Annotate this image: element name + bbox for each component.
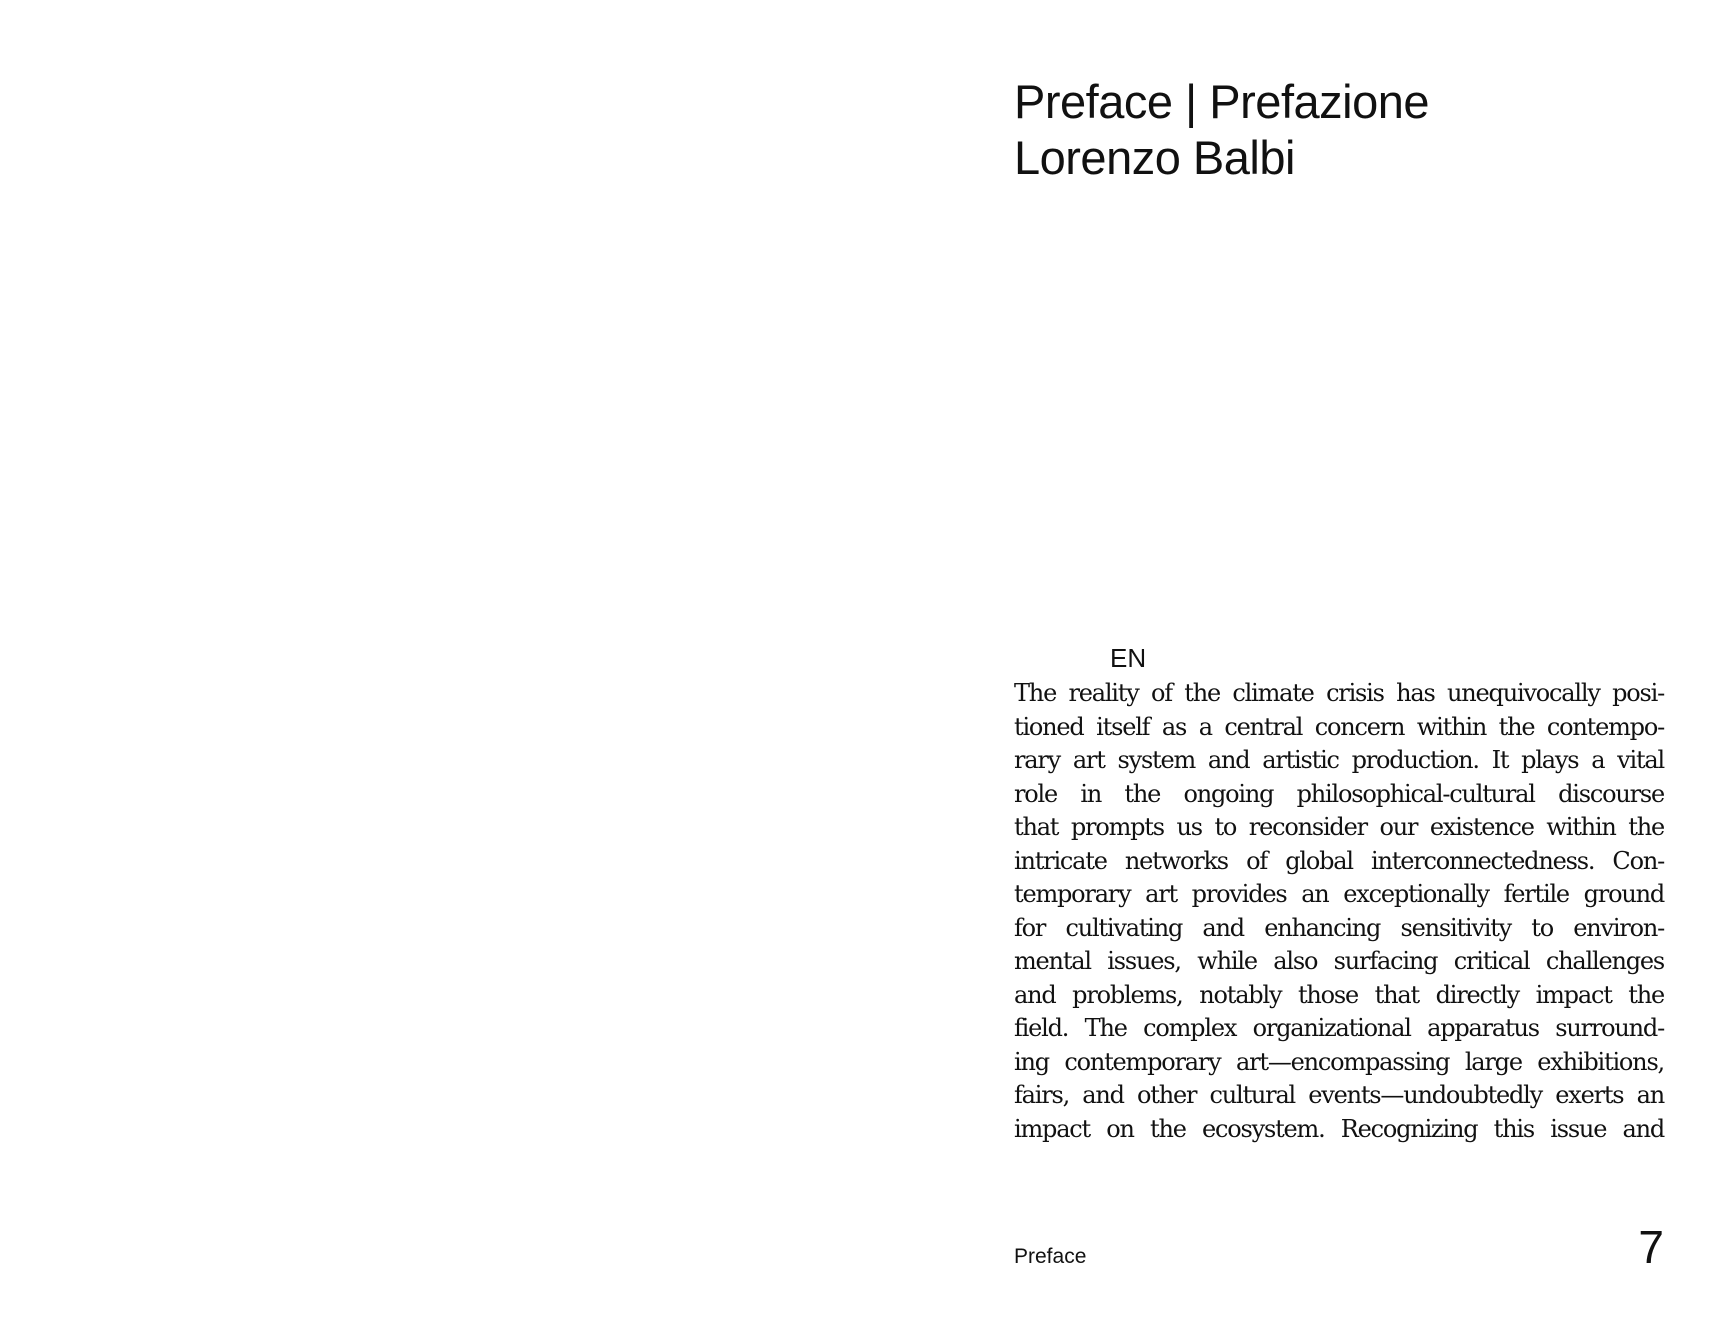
- title-line-1: Preface | Prefazione: [1014, 75, 1429, 128]
- body-line: and problems, notably those that directly impact the: [1014, 980, 1664, 1009]
- body-line: role in the ongoing philosophical-cultural discourse: [1014, 779, 1664, 808]
- language-tag: EN: [1110, 643, 1147, 673]
- body-line: mental issues, while also surfacing critical challenges: [1014, 947, 1664, 975]
- page-title: [1014, 74, 1429, 186]
- body-line: for cultivating and enhancing sensitivity to environ-: [1014, 913, 1664, 942]
- body-line: fairs, and other cultural events—undoubtedly exerts an: [1014, 1081, 1664, 1109]
- body-line: impact on the ecosystem. Recognizing this issue and: [1014, 1114, 1664, 1143]
- body-paragraph: [1014, 677, 1664, 1146]
- body-line: field. The complex organizational apparatus surround-: [1014, 1014, 1664, 1042]
- body-line: intricate networks of global interconnectedness. Con-: [1014, 846, 1664, 875]
- body-line: that prompts us to reconsider our existence within the: [1014, 813, 1664, 841]
- right-page: [866, 0, 1732, 1338]
- page-number: 7: [1638, 1221, 1664, 1273]
- body-line: The reality of the climate crisis has unequivocally posi-: [1014, 679, 1664, 707]
- running-footer: Preface: [1014, 1245, 1087, 1268]
- body-line: temporary art provides an exceptionally fertile ground: [1014, 880, 1664, 908]
- body-line: ing contemporary art—encompassing large exhibitions,: [1014, 1047, 1664, 1076]
- title-line-2-author: Lorenzo Balbi: [1014, 131, 1295, 184]
- body-line: tioned itself as a central concern within the contempo-: [1014, 712, 1664, 741]
- body-line: rary art system and artistic production. It plays a vital: [1014, 746, 1664, 774]
